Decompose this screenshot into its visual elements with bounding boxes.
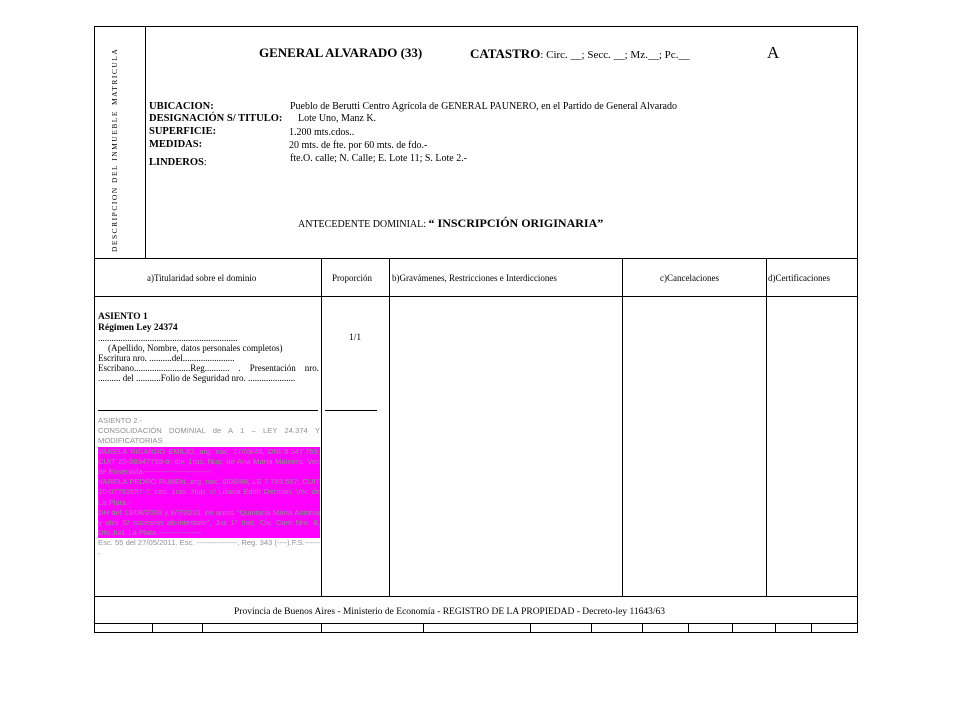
- column-divider-2: [389, 258, 390, 597]
- column-divider-1: [321, 258, 322, 597]
- ubicacion-label: UBICACION:: [149, 101, 214, 112]
- asiento-2-consolidacion: CONSOLIDACIÓN DOMINIAL de A 1 – LEY 24.374 Y MODIFICATORIAS: [98, 426, 320, 446]
- bottom-strip-divider: [202, 623, 203, 633]
- asiento-2-varela-emilio: VARELA RICARDO EMILIO, arg, nac. 17/09/46, DNI 8.347.759; CUIT 20-08347759-9; div. 1ras. Nup. de Ana María Mainero. Vec de Ensenada.--------------------------;: [98, 446, 320, 477]
- column-header-gravamenes: b)Gravámenes, Restricciones e Interdicciones: [392, 273, 557, 283]
- ubicacion-value: Pueblo de Berutti Centro Agrícola de GENERAL PAUNERO, en el Partido de General Alvarado: [290, 101, 677, 112]
- column-header-bottom-line: [94, 296, 858, 297]
- designacion-value: Lote Uno, Manz K.: [298, 113, 377, 124]
- bottom-strip-divider: [152, 623, 153, 633]
- asiento-1-title: ASIENTO 1: [98, 312, 148, 322]
- column-header-certificaciones: d)Certificaciones: [768, 273, 830, 283]
- bottom-strip-divider: [591, 623, 592, 633]
- footer-bottom-line: [94, 623, 858, 624]
- side-label-descripcion: DESCRIPCION DEL INMUEBLE: [110, 110, 119, 252]
- designacion-label: DESIGNACIÓN S/ TITULO:: [149, 113, 283, 124]
- bottom-strip-divider: [530, 623, 531, 633]
- bottom-strip-divider: [321, 623, 322, 633]
- linderos-label: LINDEROS: [149, 157, 204, 168]
- antecedente-dominial: [298, 216, 603, 231]
- side-label-divider: [145, 26, 146, 259]
- linderos-colon: :: [203, 157, 207, 168]
- column-divider-3: [622, 258, 623, 597]
- section-letter: A: [767, 43, 780, 62]
- asiento-1-proporcion: 1/1: [349, 333, 362, 343]
- asiento-2-varela-pedro: VARELA PEDRO RUBEN, arg, nac. 8/06/48, LE 7.793.557; CUIT 20-07793557-7, cas. 1ras. Nup. c/ Liliana Edith Oerman. Vec de La Plata.-: [98, 477, 320, 507]
- proporcion-underline: [325, 410, 377, 411]
- linderos-label-wrap: [149, 152, 207, 170]
- asiento-1-escribano: Escribano.........................Reg........... . Presentación nro. .......... del ...........Folio de Seguridad nro. .....................: [98, 363, 319, 383]
- column-header-cancelaciones: c)Cancelaciones: [660, 273, 719, 283]
- bottom-strip-divider: [688, 623, 689, 633]
- partido-title: GENERAL ALVARADO (33): [259, 45, 423, 60]
- description-bottom-line: [94, 258, 858, 259]
- catastro-label: CATASTRO: [470, 46, 541, 61]
- asiento-1-dots: ..............................................................: [98, 333, 238, 343]
- column-divider-4: [766, 258, 767, 597]
- footer-text: Provincia de Buenos Aires - Ministerio de Economía - REGISTRO DE LA PROPIEDAD - Decreto-ley 11643/63: [234, 607, 666, 617]
- catastro-line: [470, 45, 689, 63]
- antecedente-label: ANTECEDENTE DOMINIAL:: [298, 219, 427, 230]
- medidas-value: 20 mts. de fte. por 60 mts. de fdo.-: [289, 140, 428, 151]
- asiento-1-apellido: (Apellido, Nombre, datos personales completos): [108, 343, 283, 353]
- column-header-titularidad: a)Titularidad sobre el dominio: [147, 273, 257, 283]
- side-label-matricula: MATRICULA: [110, 47, 119, 105]
- column-header-proporcion: Proporción: [332, 273, 372, 283]
- linderos-value: fte.O. calle; N. Calle; E. Lote 11; S. Lote 2.-: [290, 153, 468, 164]
- bottom-strip-divider: [423, 623, 424, 633]
- asiento-1-block: [98, 311, 319, 383]
- superficie-label: SUPERFICIE:: [149, 126, 217, 137]
- asiento-2-title: ASIENTO 2.-: [98, 416, 143, 425]
- asiento-2-escritura: Esc. 55 del 27/05/2011. Esc. ----------------, Reg. 343 (----).F.S.-------: [98, 538, 320, 558]
- catastro-value: : Circ. __; Secc. __; Mz.__; Pc.__: [540, 49, 690, 61]
- asiento-2-block: [98, 416, 320, 559]
- medidas-label: MEDIDAS:: [149, 139, 203, 150]
- bottom-strip-divider: [642, 623, 643, 633]
- bottom-strip-divider: [732, 623, 733, 633]
- bottom-strip-divider: [775, 623, 776, 633]
- asiento-1-regimen: Régimen Ley 24374: [98, 323, 178, 333]
- asiento-1-underline: [98, 410, 318, 411]
- asiento-1-escritura: Escritura nro. ..........del.......................: [98, 353, 235, 363]
- antecedente-value: “ INSCRIPCIÓN ORIGINARIA”: [428, 216, 604, 230]
- asiento-2-declaratoria: DH del 13/08/2003 y 8/7/2010, en autos "Quintana María Antonia y otro S/ sucesión ab-intestato", Juz 1° Inst. Civ. Com Nro. 8, Dto.Jud. La Plata.-----------------: [98, 507, 320, 538]
- footer-top-line: [94, 596, 858, 597]
- bottom-strip-divider: [811, 623, 812, 633]
- superficie-value: 1.200 mts.cdos..: [289, 127, 355, 138]
